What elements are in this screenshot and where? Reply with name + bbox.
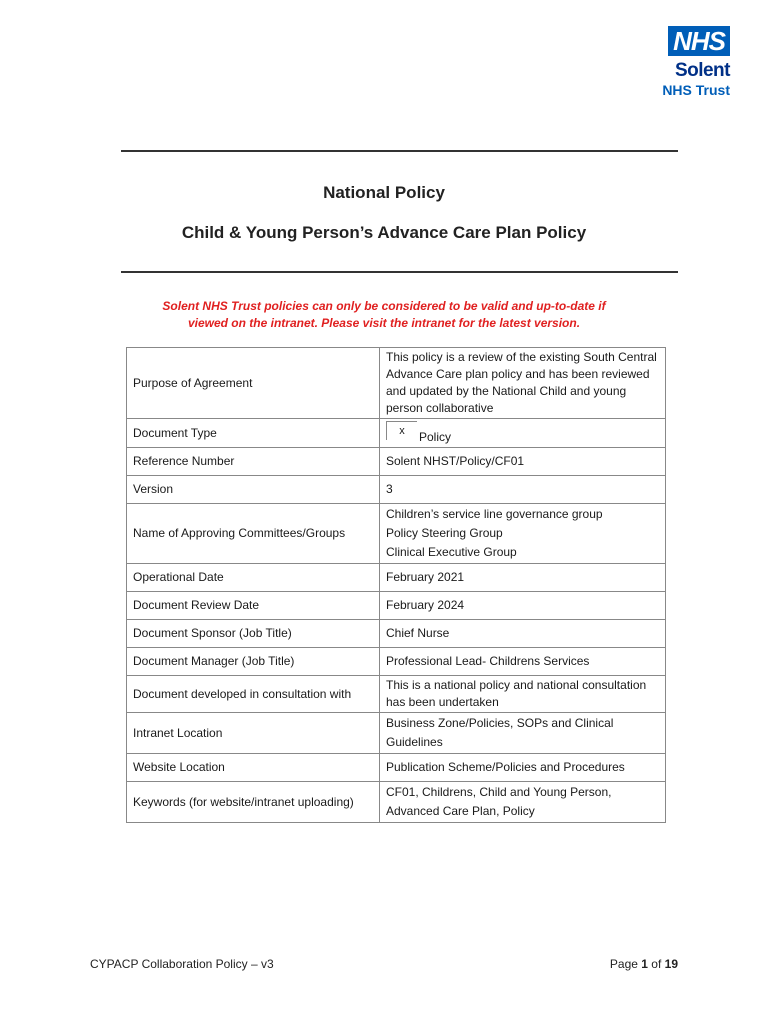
table-row-website — [127, 754, 666, 782]
row-label: Document Sponsor (Job Title) — [127, 620, 380, 648]
row-value: Business Zone/Policies, SOPs and Clinical Guidelines — [380, 713, 666, 754]
row-value: February 2021 — [380, 564, 666, 592]
page-current: 1 — [641, 957, 648, 971]
row-value: This is a national policy and national consultation has been undertaken — [380, 676, 666, 713]
table-row-manager — [127, 648, 666, 676]
row-label: Operational Date — [127, 564, 380, 592]
row-label: Intranet Location — [127, 713, 380, 754]
row-value: February 2024 — [380, 592, 666, 620]
page-of: of — [647, 957, 665, 971]
page-prefix: Page — [609, 957, 642, 971]
table-row-keywords — [127, 782, 666, 823]
top-divider — [121, 150, 678, 152]
bottom-divider — [121, 271, 678, 273]
policy-checkbox-label: Policy — [419, 429, 452, 444]
document-title: National Policy — [323, 183, 445, 202]
table-row-version — [127, 476, 666, 504]
row-label: Document Type — [127, 419, 380, 448]
table-row-sponsor — [127, 620, 666, 648]
document-metadata-table — [126, 347, 666, 823]
row-label: Document Review Date — [127, 592, 380, 620]
logo-org-name: Solent — [674, 60, 730, 81]
validity-notice-line-1: Solent NHS Trust policies can only be considered to be valid and up-to-date if — [162, 299, 606, 313]
table-row-operational-date — [127, 564, 666, 592]
row-value: CF01, Childrens, Child and Young Person, Advanced Care Plan, Policy — [380, 782, 666, 823]
validity-notice — [130, 298, 638, 332]
policy-checkbox[interactable]: x — [386, 421, 417, 440]
nhs-badge: NHS — [668, 26, 730, 56]
footer-document-name: CYPACP Collaboration Policy – v3 — [90, 957, 274, 971]
row-value: This policy is a review of the existing South Central Advance Care plan policy and has been reviewed and updated by the National Child and young person collaborative — [380, 348, 666, 419]
committee-item: Clinical Executive Group — [386, 545, 517, 559]
row-value — [380, 504, 666, 564]
table-row-purpose — [127, 348, 666, 419]
document-subtitle: Child & Young Person’s Advance Care Plan Policy — [181, 223, 587, 242]
row-label: Name of Approving Committees/Groups — [127, 504, 380, 564]
table-row-review-date — [127, 592, 666, 620]
footer-page-number — [610, 957, 678, 971]
row-label: Document developed in consultation with — [127, 676, 380, 713]
committee-item: Children’s service line governance group — [386, 507, 603, 521]
row-value: Publication Scheme/Policies and Procedures — [380, 754, 666, 782]
row-label: Document Manager (Job Title) — [127, 648, 380, 676]
solent-nhs-logo — [648, 26, 730, 98]
validity-notice-line-2: viewed on the intranet. Please visit the intranet for the latest version. — [187, 316, 581, 330]
row-label: Website Location — [127, 754, 380, 782]
row-label: Purpose of Agreement — [127, 348, 380, 419]
row-label: Reference Number — [127, 448, 380, 476]
logo-trust-name: NHS Trust — [662, 82, 730, 98]
row-value: Chief Nurse — [380, 620, 666, 648]
row-value: 3 — [380, 476, 666, 504]
row-value: Professional Lead- Childrens Services — [380, 648, 666, 676]
committee-item: Policy Steering Group — [386, 526, 503, 540]
row-value: Solent NHST/Policy/CF01 — [380, 448, 666, 476]
table-row-reference — [127, 448, 666, 476]
row-label: Version — [127, 476, 380, 504]
table-row-intranet — [127, 713, 666, 754]
table-row-document-type — [127, 419, 666, 448]
row-label: Keywords (for website/intranet uploading) — [127, 782, 380, 823]
row-value — [380, 419, 666, 448]
table-row-committees — [127, 504, 666, 564]
table-row-consultation — [127, 676, 666, 713]
page-total: 19 — [664, 957, 678, 971]
